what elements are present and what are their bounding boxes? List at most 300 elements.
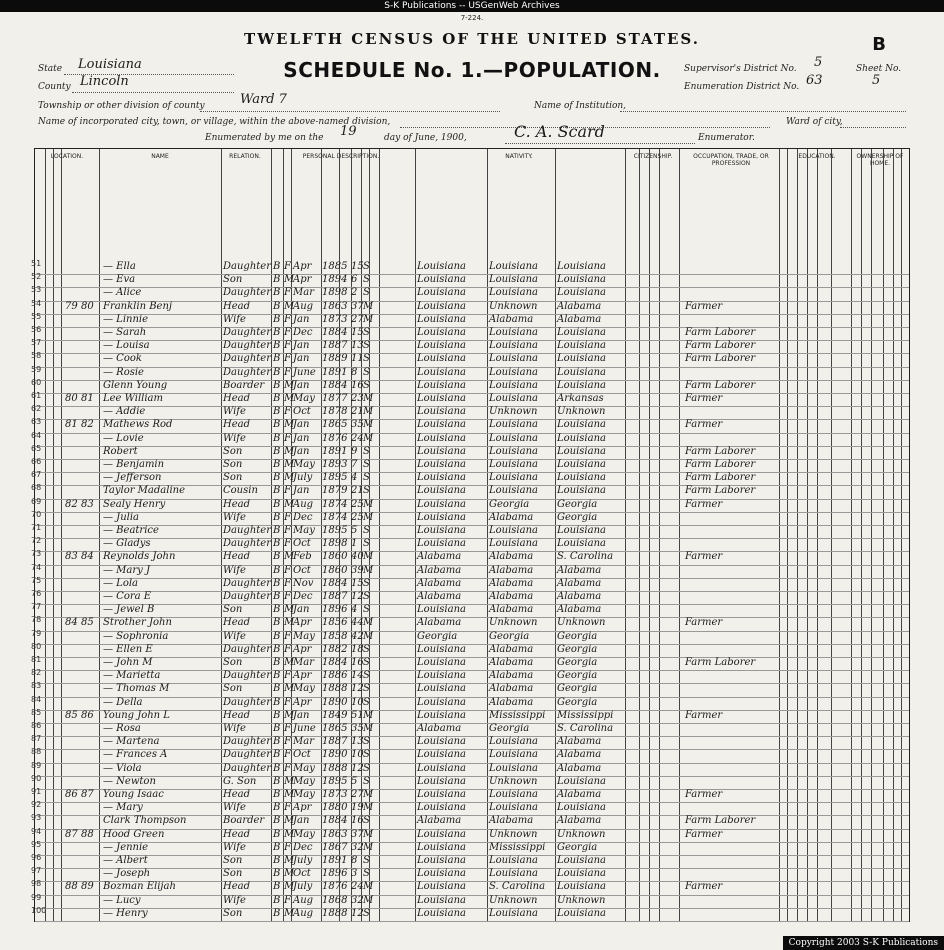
county-label: County	[38, 82, 71, 92]
row-line: 84	[31, 694, 42, 704]
row-relation: Daughter	[223, 591, 271, 602]
column-rule	[271, 149, 272, 921]
row-age: 4	[351, 472, 358, 484]
row-line: 92	[31, 800, 42, 810]
row-occupation: Farm Laborer	[685, 379, 756, 391]
row-line: 73	[31, 549, 42, 559]
row-father: Alabama	[489, 657, 534, 668]
row-name: — Rosa	[103, 723, 141, 734]
column-rule	[779, 149, 780, 921]
row-month: July	[293, 855, 313, 866]
row-sex: F	[284, 749, 291, 761]
row-name: Young Isaac	[103, 789, 164, 800]
row-cond: S	[363, 459, 370, 470]
row-father: Louisiana	[489, 907, 538, 919]
row-family: 82	[81, 419, 94, 431]
column-rule	[893, 149, 894, 921]
row-mother: Alabama	[557, 762, 602, 774]
row-sex: M	[284, 274, 295, 286]
row-mother: Louisiana	[557, 327, 606, 338]
row-name: Hood Green	[103, 828, 165, 840]
sheet-label: Sheet No.	[856, 64, 902, 74]
row-mother: Georgia	[557, 696, 598, 708]
row-age: 12	[351, 907, 364, 919]
column-rule	[61, 149, 62, 921]
row-line: 60	[31, 377, 42, 387]
row-relation: Wife	[223, 511, 246, 523]
row-cond: S	[363, 591, 370, 602]
row-color: B	[273, 393, 281, 404]
row-color: B	[273, 498, 281, 510]
row-relation: Son	[223, 683, 243, 695]
row-name: — Marietta	[103, 670, 161, 682]
row-cond: M	[363, 432, 374, 444]
row-relation: Son	[223, 907, 243, 919]
row-mother: Louisiana	[557, 525, 606, 536]
row-cond: M	[363, 313, 374, 325]
column-rule	[797, 149, 798, 921]
row-birth: Alabama	[417, 577, 462, 589]
row-sex: M	[284, 657, 295, 668]
row-mother: Louisiana	[557, 445, 606, 457]
row-mother: Alabama	[557, 736, 602, 748]
row-father: Unknown	[489, 406, 538, 418]
row-mother: Georgia	[557, 630, 598, 642]
row-year: 1856	[322, 617, 348, 629]
row-month: Jan	[293, 445, 310, 457]
row-occupation: Farmer	[685, 709, 723, 721]
row-name: — Cora E	[103, 591, 152, 602]
row-father: Louisiana	[489, 459, 538, 470]
row-father: Louisiana	[489, 485, 538, 497]
row-cond: M	[363, 630, 374, 642]
row-mother: Alabama	[557, 789, 602, 800]
row-name: Franklin Benj	[103, 300, 173, 312]
row-year: 1896	[322, 868, 348, 880]
row-cond: M	[363, 617, 374, 629]
row-relation: Daughter	[223, 696, 271, 708]
row-color: B	[273, 472, 281, 484]
column-rule	[99, 149, 100, 921]
row-relation: Daughter	[223, 525, 271, 536]
row-color: B	[273, 643, 281, 655]
row-father: Louisiana	[489, 353, 538, 365]
row-birth: Louisiana	[417, 511, 466, 523]
row-family: 80	[81, 300, 94, 312]
row-cond: S	[363, 696, 370, 708]
row-relation: Daughter	[223, 366, 271, 378]
row-birth: Louisiana	[417, 670, 466, 682]
row-month: May	[293, 775, 315, 787]
row-month: Oct	[293, 538, 311, 550]
enumerator-label: Enumerator.	[698, 133, 755, 143]
row-month: May	[293, 525, 315, 536]
row-relation: Head	[223, 419, 251, 431]
col-occupation: OCCUPATION, TRADE, OR PROFESSION	[693, 153, 769, 167]
row-relation: Son	[223, 855, 243, 866]
row-cond: S	[363, 736, 370, 748]
row-father: Alabama	[489, 564, 534, 576]
row-name: — Joseph	[103, 868, 151, 880]
row-mother: Louisiana	[557, 353, 606, 365]
row-birth: Louisiana	[417, 353, 466, 365]
row-sex: M	[284, 419, 295, 431]
row-sex: F	[284, 841, 291, 853]
row-month: Apr	[293, 274, 312, 286]
row-color: B	[273, 445, 281, 457]
row-relation: Boarder	[223, 379, 265, 391]
row-mother: Louisiana	[557, 379, 606, 391]
row-line: 54	[31, 298, 42, 308]
row-cond: S	[363, 604, 370, 616]
row-birth: Louisiana	[417, 828, 466, 840]
row-birth: Louisiana	[417, 789, 466, 800]
row-birth: Louisiana	[417, 802, 466, 814]
row-age: 25	[351, 511, 364, 523]
row-cond: M	[363, 802, 374, 814]
row-birth: Louisiana	[417, 868, 466, 880]
row-year: 1893	[322, 459, 348, 470]
population-grid	[31, 148, 910, 922]
sheet-value: 5	[872, 73, 881, 88]
row-father: Unknown	[489, 894, 538, 906]
row-father: Louisiana	[489, 366, 538, 378]
row-name: — Alice	[103, 287, 142, 299]
row-mother: Georgia	[557, 841, 598, 853]
row-mother: Louisiana	[557, 432, 606, 444]
row-family: 89	[81, 881, 94, 893]
row-mother: Unknown	[557, 617, 606, 629]
row-cond: S	[363, 287, 370, 299]
row-sex: F	[284, 287, 291, 299]
row-line: 86	[31, 721, 42, 730]
row-line: 95	[31, 839, 42, 849]
row-mother: Louisiana	[557, 459, 606, 470]
row-father: S. Carolina	[489, 881, 546, 893]
row-line: 64	[31, 430, 42, 440]
row-month: Apr	[293, 617, 312, 629]
row-line: 89	[31, 760, 42, 770]
row-birth: Louisiana	[417, 841, 466, 853]
row-relation: Head	[223, 617, 251, 629]
row-color: B	[273, 709, 281, 721]
row-relation: Head	[223, 300, 251, 312]
row-month: Aug	[293, 894, 314, 906]
row-relation: Wife	[223, 723, 246, 734]
row-cond: S	[363, 353, 370, 365]
row-relation: Wife	[223, 894, 246, 906]
row-line: 67	[31, 470, 42, 480]
row-birth: Louisiana	[417, 327, 466, 338]
row-year: 1863	[322, 300, 348, 312]
row-family: 87	[81, 789, 94, 800]
row-line: 76	[31, 589, 42, 598]
row-month: Jan	[293, 313, 310, 325]
row-birth: Alabama	[417, 564, 462, 576]
row-line: 77	[31, 602, 42, 612]
row-color: B	[273, 775, 281, 787]
row-birth: Louisiana	[417, 261, 466, 272]
row-age: 23	[351, 393, 364, 404]
row-year: 1873	[322, 789, 348, 800]
row-relation: Daughter	[223, 353, 271, 365]
row-father: Georgia	[489, 630, 530, 642]
row-month: Jan	[293, 353, 310, 365]
row-month: Jan	[293, 340, 310, 352]
col-nativity: NATIVITY.	[505, 153, 533, 160]
row-relation: Wife	[223, 802, 246, 814]
row-line: 88	[31, 747, 42, 757]
row-father: Louisiana	[489, 736, 538, 748]
row-year: 1894	[322, 274, 348, 286]
row-relation: Daughter	[223, 736, 271, 748]
row-year: 1886	[322, 670, 348, 682]
row-year: 1877	[322, 393, 348, 404]
row-sex: M	[284, 828, 295, 840]
row-month: Jan	[293, 419, 310, 431]
row-color: B	[273, 419, 281, 431]
row-relation: Wife	[223, 406, 246, 418]
row-cond: M	[363, 881, 374, 893]
form-number: 7-224.	[460, 14, 484, 22]
row-name: — Jewel B	[103, 604, 155, 616]
row-year: 1880	[322, 802, 348, 814]
row-birth: Louisiana	[417, 736, 466, 748]
row-month: Apr	[293, 670, 312, 682]
row-dwelling: 82	[65, 498, 78, 510]
row-mother: Mississippi	[557, 709, 614, 721]
row-cond: M	[363, 828, 374, 840]
row-birth: Louisiana	[417, 485, 466, 497]
row-birth: Louisiana	[417, 749, 466, 761]
row-mother: Georgia	[557, 511, 598, 523]
row-father: Louisiana	[489, 525, 538, 536]
row-cond: S	[363, 485, 370, 497]
enumeration-district-label: Enumeration District No.	[684, 82, 800, 92]
column-rule	[807, 149, 808, 921]
row-mother: Louisiana	[557, 775, 606, 787]
row-line: 91	[31, 787, 42, 796]
day-of-label: day of June, 1900,	[384, 133, 467, 143]
row-color: B	[273, 300, 281, 312]
row-relation: Son	[223, 868, 243, 880]
row-color: B	[273, 723, 281, 734]
row-month: June	[293, 366, 316, 378]
row-name: Robert	[103, 445, 138, 457]
row-father: Alabama	[489, 313, 534, 325]
row-cond: M	[363, 419, 374, 431]
row-year: 1867	[322, 841, 348, 853]
row-month: Aug	[293, 300, 314, 312]
column-rule	[221, 149, 222, 921]
row-month: Nov	[293, 577, 314, 589]
row-dwelling: 79	[65, 300, 78, 312]
schedule-title: SCHEDULE No. 1.—POPULATION.	[283, 58, 661, 82]
row-color: B	[273, 432, 281, 444]
row-relation: Daughter	[223, 287, 271, 299]
row-birth: Louisiana	[417, 459, 466, 470]
township-value: Ward 7	[240, 92, 287, 107]
row-occupation: Farmer	[685, 617, 723, 629]
row-sex: M	[284, 472, 295, 484]
row-cond: S	[363, 868, 370, 880]
row-name: — Julia	[103, 511, 139, 523]
row-line: 55	[31, 311, 42, 321]
column-rule	[831, 149, 832, 921]
col-relation: RELATION.	[229, 153, 261, 160]
row-sex: M	[284, 604, 295, 616]
row-cond: M	[363, 393, 374, 404]
row-relation: Daughter	[223, 643, 271, 655]
row-name: — Eva	[103, 274, 136, 286]
row-mother: Louisiana	[557, 855, 606, 866]
row-birth: Louisiana	[417, 419, 466, 431]
row-sex: F	[284, 564, 291, 576]
row-month: Oct	[293, 868, 311, 880]
row-line: 85	[31, 707, 42, 717]
row-year: 1890	[322, 749, 348, 761]
row-name: — Thomas M	[103, 683, 170, 695]
row-month: May	[293, 393, 315, 404]
row-year: 1896	[322, 604, 348, 616]
row-year: 1887	[322, 340, 348, 352]
column-rule	[883, 149, 884, 921]
row-year: 1878	[322, 406, 348, 418]
column-rule	[659, 149, 660, 921]
row-name: — Lola	[103, 577, 138, 589]
row-name: Lee William	[103, 393, 163, 404]
row-family: 83	[81, 498, 94, 510]
row-color: B	[273, 789, 281, 800]
row-relation: Son	[223, 459, 243, 470]
row-line: 74	[31, 562, 42, 572]
copyright-notice: Copyright 2003 S-K Publications	[783, 936, 944, 950]
row-color: B	[273, 881, 281, 893]
row-father: Louisiana	[489, 340, 538, 352]
row-year: 1891	[322, 366, 348, 378]
row-month: Oct	[293, 406, 311, 418]
enumeration-district-value: 63	[806, 73, 823, 88]
row-mother: Georgia	[557, 643, 598, 655]
column-rule	[625, 149, 626, 921]
row-father: Louisiana	[489, 802, 538, 814]
row-father: Unknown	[489, 828, 538, 840]
row-line: 71	[31, 523, 42, 532]
row-mother: Alabama	[557, 815, 602, 827]
township-label: Township or other division of county	[38, 101, 205, 111]
row-sex: M	[284, 881, 295, 893]
row-year: 1891	[322, 855, 348, 866]
row-age: 10	[351, 749, 364, 761]
row-relation: Head	[223, 828, 251, 840]
row-month: Dec	[293, 841, 313, 853]
row-color: B	[273, 379, 281, 391]
row-father: Louisiana	[489, 261, 538, 272]
row-sex: F	[284, 485, 291, 497]
row-sex: M	[284, 379, 295, 391]
row-color: B	[273, 577, 281, 589]
row-cond: M	[363, 723, 374, 734]
row-father: Louisiana	[489, 445, 538, 457]
row-father: Louisiana	[489, 419, 538, 431]
row-sex: M	[284, 907, 295, 919]
row-cond: S	[363, 749, 370, 761]
ward-label: Ward of city,	[786, 117, 843, 127]
row-color: B	[273, 313, 281, 325]
row-mother: Louisiana	[557, 538, 606, 550]
row-year: 1895	[322, 525, 348, 536]
row-relation: Daughter	[223, 749, 271, 761]
row-birth: Louisiana	[417, 300, 466, 312]
row-cond: S	[363, 577, 370, 589]
row-cond: M	[363, 511, 374, 523]
row-age: 12	[351, 762, 364, 774]
row-cond: S	[363, 907, 370, 919]
row-birth: Louisiana	[417, 907, 466, 919]
row-color: B	[273, 696, 281, 708]
row-color: B	[273, 828, 281, 840]
row-birth: Louisiana	[417, 657, 466, 668]
row-line: 83	[31, 681, 42, 691]
row-month: Jan	[293, 432, 310, 444]
row-age: 15	[351, 327, 364, 338]
row-father: Georgia	[489, 723, 530, 734]
row-name: Glenn Young	[103, 379, 168, 391]
row-birth: Louisiana	[417, 881, 466, 893]
row-sex: M	[284, 459, 295, 470]
row-color: B	[273, 657, 281, 668]
row-year: 1891	[322, 445, 348, 457]
row-birth: Louisiana	[417, 683, 466, 695]
row-father: Georgia	[489, 498, 530, 510]
row-month: Jan	[293, 815, 310, 827]
row-cond: S	[363, 261, 370, 272]
row-color: B	[273, 274, 281, 286]
row-sex: M	[284, 775, 295, 787]
row-color: B	[273, 485, 281, 497]
row-father: Louisiana	[489, 432, 538, 444]
row-relation: Wife	[223, 564, 246, 576]
row-line: 56	[31, 325, 42, 334]
row-occupation: Farm Laborer	[685, 327, 756, 338]
row-father: Louisiana	[489, 855, 538, 866]
row-line: 75	[31, 575, 42, 585]
row-relation: Son	[223, 657, 243, 668]
row-birth: Louisiana	[417, 604, 466, 616]
row-sex: F	[284, 894, 291, 906]
row-name: — Viola	[103, 762, 142, 774]
row-name: — Linnie	[103, 313, 149, 325]
row-relation: Son	[223, 445, 243, 457]
row-father: Louisiana	[489, 868, 538, 880]
row-birth: Louisiana	[417, 894, 466, 906]
row-birth: Louisiana	[417, 709, 466, 721]
row-relation: Son	[223, 604, 243, 616]
row-name: — Rosie	[103, 366, 144, 378]
row-mother: Unknown	[557, 828, 606, 840]
row-age: 7	[351, 459, 358, 470]
row-color: B	[273, 868, 281, 880]
row-sex: F	[284, 538, 291, 550]
column-rule	[649, 149, 650, 921]
row-mother: Alabama	[557, 313, 602, 325]
col-name: NAME	[151, 153, 169, 160]
row-name: Bozman Elijah	[103, 881, 176, 893]
row-cond: S	[363, 340, 370, 352]
row-year: 1888	[322, 683, 348, 695]
col-education: EDUCATION.	[798, 153, 836, 160]
row-birth: Alabama	[417, 551, 462, 563]
